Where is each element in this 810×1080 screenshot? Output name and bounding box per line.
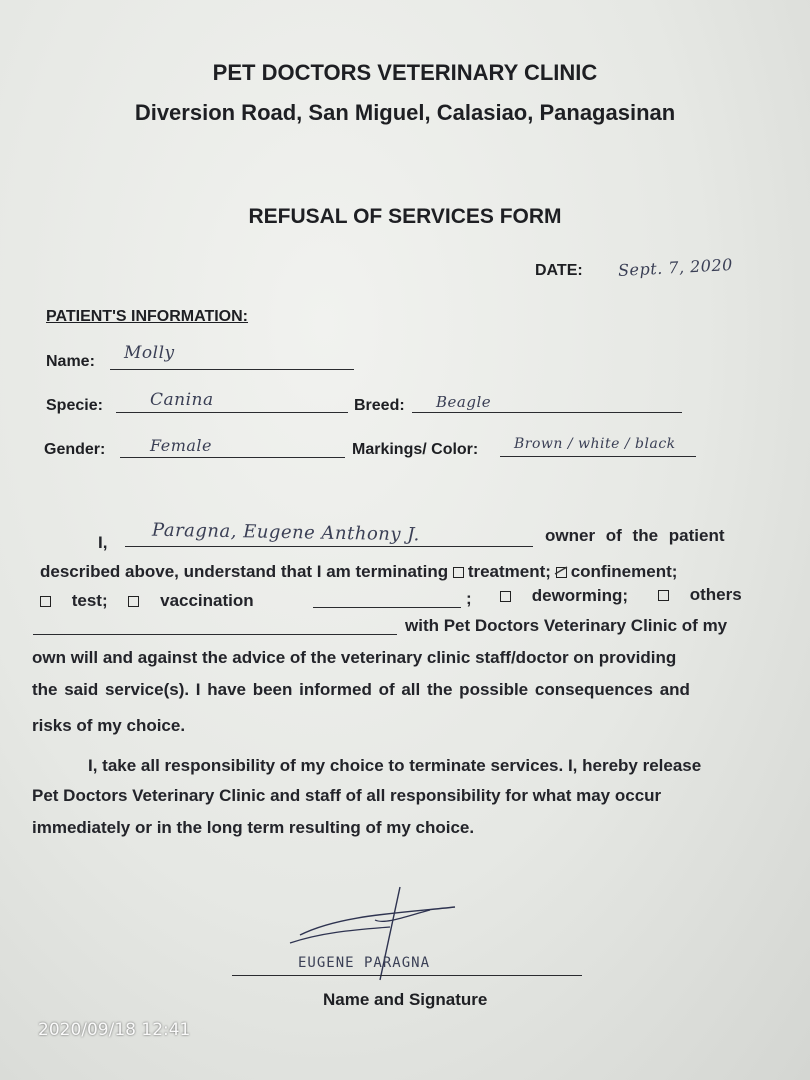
date-value: Sept. 7, 2020 [617, 255, 734, 280]
line4-text: with Pet Doctors Veterinary Clinic of my [405, 616, 728, 635]
others-option [658, 585, 742, 605]
check-mark-icon [554, 566, 568, 576]
name-line [110, 369, 354, 370]
treatment-checkbox[interactable] [453, 567, 464, 578]
vaccination-label: vaccination [160, 591, 254, 610]
i-label: I, [98, 533, 108, 552]
deworming-option [500, 586, 628, 606]
para2-line2: Pet Doctors Veterinary Clinic and staff of all responsibility for what may occur [32, 786, 662, 805]
specie-value: Canina [150, 390, 214, 410]
specie-line [116, 412, 348, 413]
markings-label: Markings/ Color: [352, 441, 479, 458]
line6-text: the said service(s). I have been informed of all the possible consequences and [32, 680, 690, 699]
clinic-address: Diversion Road, San Miguel, Calasiao, Panagasinan [134, 100, 676, 125]
date-label: DATE: [535, 262, 583, 279]
markings-value: Brown / white / black [514, 436, 676, 452]
line2-text [40, 562, 677, 582]
name-label: Name: [46, 353, 95, 370]
specie-label: Specie: [46, 397, 103, 414]
patient-section-label: PATIENT'S INFORMATION: [46, 308, 249, 325]
line7-text: risks of my choice. [32, 716, 186, 735]
gender-label: Gender: [44, 441, 106, 458]
breed-label: Breed: [354, 397, 405, 414]
markings-line [500, 456, 696, 457]
name-value: Molly [124, 343, 175, 363]
confinement-checkbox[interactable] [556, 567, 567, 578]
line5-text: own will and against the advice of the veterinary clinic staff/doctor on providing [32, 648, 677, 667]
treatment-label: treatment; [467, 562, 551, 581]
gender-value: Female [150, 436, 212, 455]
owner-text: owner of the patient [545, 526, 725, 545]
owner-line [125, 546, 533, 547]
para2-line1: I, take all responsibility of my choice to terminate services. I, hereby release [88, 756, 702, 775]
form-title: REFUSAL OF SERVICES FORM [248, 205, 562, 228]
breed-line [412, 412, 682, 413]
deworming-checkbox[interactable] [500, 591, 511, 602]
others-line [33, 634, 397, 635]
semicolon: ; [466, 589, 472, 608]
others-checkbox[interactable] [658, 590, 669, 601]
signature-label: Name and Signature [323, 990, 488, 1009]
owner-name: Paragna, Eugene Anthony J. [151, 519, 420, 546]
test-label: test; [71, 591, 108, 610]
signature-line [232, 975, 582, 976]
deworming-label: deworming; [531, 586, 629, 605]
clinic-name: PET DOCTORS VETERINARY CLINIC [212, 60, 598, 85]
breed-value: Beagle [436, 393, 492, 411]
photo-timestamp: 2020/09/18 12:41 [38, 1020, 191, 1040]
para2-line3: immediately or in the long term resulting of my choice. [32, 818, 475, 837]
others-label: others [689, 585, 742, 604]
line3-text [40, 591, 254, 611]
vaccination-checkbox[interactable] [128, 596, 139, 607]
gender-line [120, 457, 345, 458]
line2-content: described above, understand that I am terminating [40, 562, 449, 581]
signed-name: EUGENE PARAGNA [298, 955, 431, 971]
confinement-label: confinement; [570, 562, 678, 581]
vaccination-line [313, 607, 461, 608]
test-checkbox[interactable] [40, 596, 51, 607]
